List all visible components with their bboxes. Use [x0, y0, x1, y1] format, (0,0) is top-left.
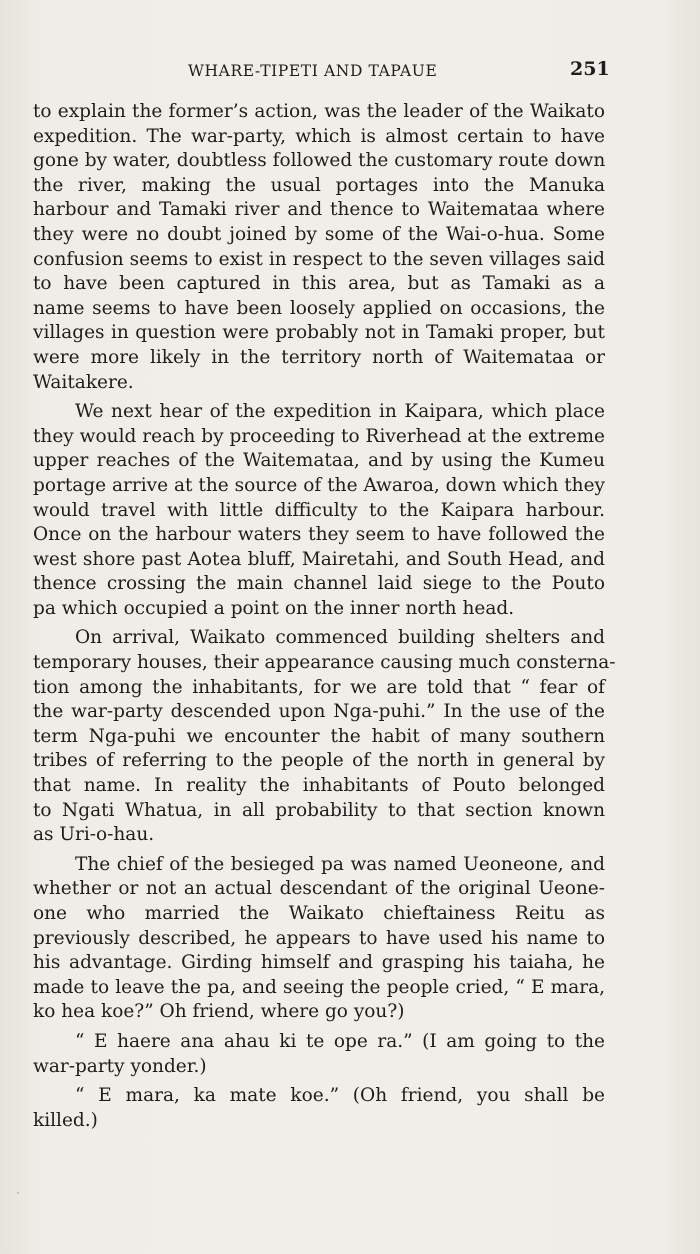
paragraph-3 [33, 626, 616, 847]
text-line: thence crossing the main channel laid siege to the Pouto [33, 573, 605, 595]
text-line: to have been captured in this area, but as Tamaki as a [33, 273, 605, 295]
text-line: tion among the inhabitants, for we are told that “ fear of [33, 676, 605, 698]
text-line: portage arrive at the source of the Awaroa, down which they [33, 474, 605, 496]
text-line: temporary houses, their appearance causing much consterna- [33, 652, 616, 674]
text-line: the war-party descended upon Nga-puhi.” In the use of the [33, 701, 605, 723]
text-line: war-party yonder.) [33, 1055, 207, 1077]
text-line: upper reaches of the Waitemataa, and by using the Kumeu [33, 450, 605, 472]
paragraph-1 [33, 100, 605, 395]
text-line: Once on the harbour waters they seem to have followed the [33, 524, 605, 546]
running-head [0, 58, 700, 84]
text-line: The chief of the besieged pa was named Ueoneone, and [75, 853, 605, 875]
text-line: killed.) [33, 1109, 98, 1131]
text-line: that name. In reality the inhabitants of Pouto belonged [33, 775, 605, 797]
text-line: west shore past Aotea bluff, Mairetahi, and South Head, and [33, 548, 605, 570]
text-line: tribes of referring to the people of the north in general by [33, 750, 605, 772]
text-line: name seems to have been loosely applied on occasions, the [33, 297, 605, 319]
text-line: whether or not an actual descendant of the original Ueone- [33, 878, 605, 900]
text-line: villages in question were probably not in Tamaki proper, but [33, 322, 605, 344]
text-line: On arrival, Waikato commenced building shelters and [75, 627, 605, 649]
text-line: the river, making the usual portages into the Manuka [33, 174, 605, 196]
text-line: gone by water, doubtless followed the customary route down [33, 150, 606, 172]
text-line: term Nga-puhi we encounter the habit of many southern [33, 725, 605, 747]
text-line: previously described, he appears to have used his name to [33, 927, 605, 949]
paper-speck [17, 1192, 19, 1194]
text-line: “ E mara, ka mate koe.” (Oh friend, you shall be [75, 1085, 605, 1107]
text-line: expedition. The war-party, which is almost certain to have [33, 125, 605, 147]
running-title: WHARE-TIPETI AND TAPAUE [188, 62, 438, 80]
paragraph-2 [33, 400, 605, 621]
text-line: pa which occupied a point on the inner north head. [33, 597, 515, 619]
text-line: confusion seems to exist in respect to the seven villages said [33, 248, 605, 270]
text-line: one who married the Waikato chieftainess Reitu as [33, 903, 605, 924]
text-line: We next hear of the expedition in Kaipara, which place [75, 401, 605, 423]
paragraph-5 [33, 1030, 605, 1079]
text-line: harbour and Tamaki river and thence to Waitemataa where [33, 199, 605, 221]
text-line: to explain the former’s action, was the leader of the Waikato [33, 101, 605, 122]
page-number: 251 [570, 58, 610, 80]
text-line: ko hea koe?” Oh friend, where go you?) [33, 1001, 405, 1023]
paragraph-4 [33, 853, 605, 1025]
text-line: “ E haere ana ahau ki te ope ra.” (I am going to the [75, 1030, 605, 1052]
text-line: made to leave the pa, and seeing the people cried, “ E mara, [33, 976, 605, 998]
text-line: Waitakere. [33, 371, 134, 393]
body-text [33, 100, 616, 1133]
text-line: they were no doubt joined by some of the Wai-o-hua. Some [33, 223, 605, 245]
paragraph-6 [33, 1084, 605, 1133]
text-line: were more likely in the territory north of Waitemataa or [33, 346, 605, 368]
text-line: his advantage. Girding himself and grasping his taiaha, he [33, 952, 605, 974]
text-line: they would reach by proceeding to Riverhead at the extreme [33, 425, 605, 447]
text-line: as Uri-o-hau. [33, 824, 155, 846]
text-line: would travel with little difficulty to the Kaipara harbour. [33, 499, 605, 521]
text-line: to Ngati Whatua, in all probability to that section known [33, 799, 605, 821]
